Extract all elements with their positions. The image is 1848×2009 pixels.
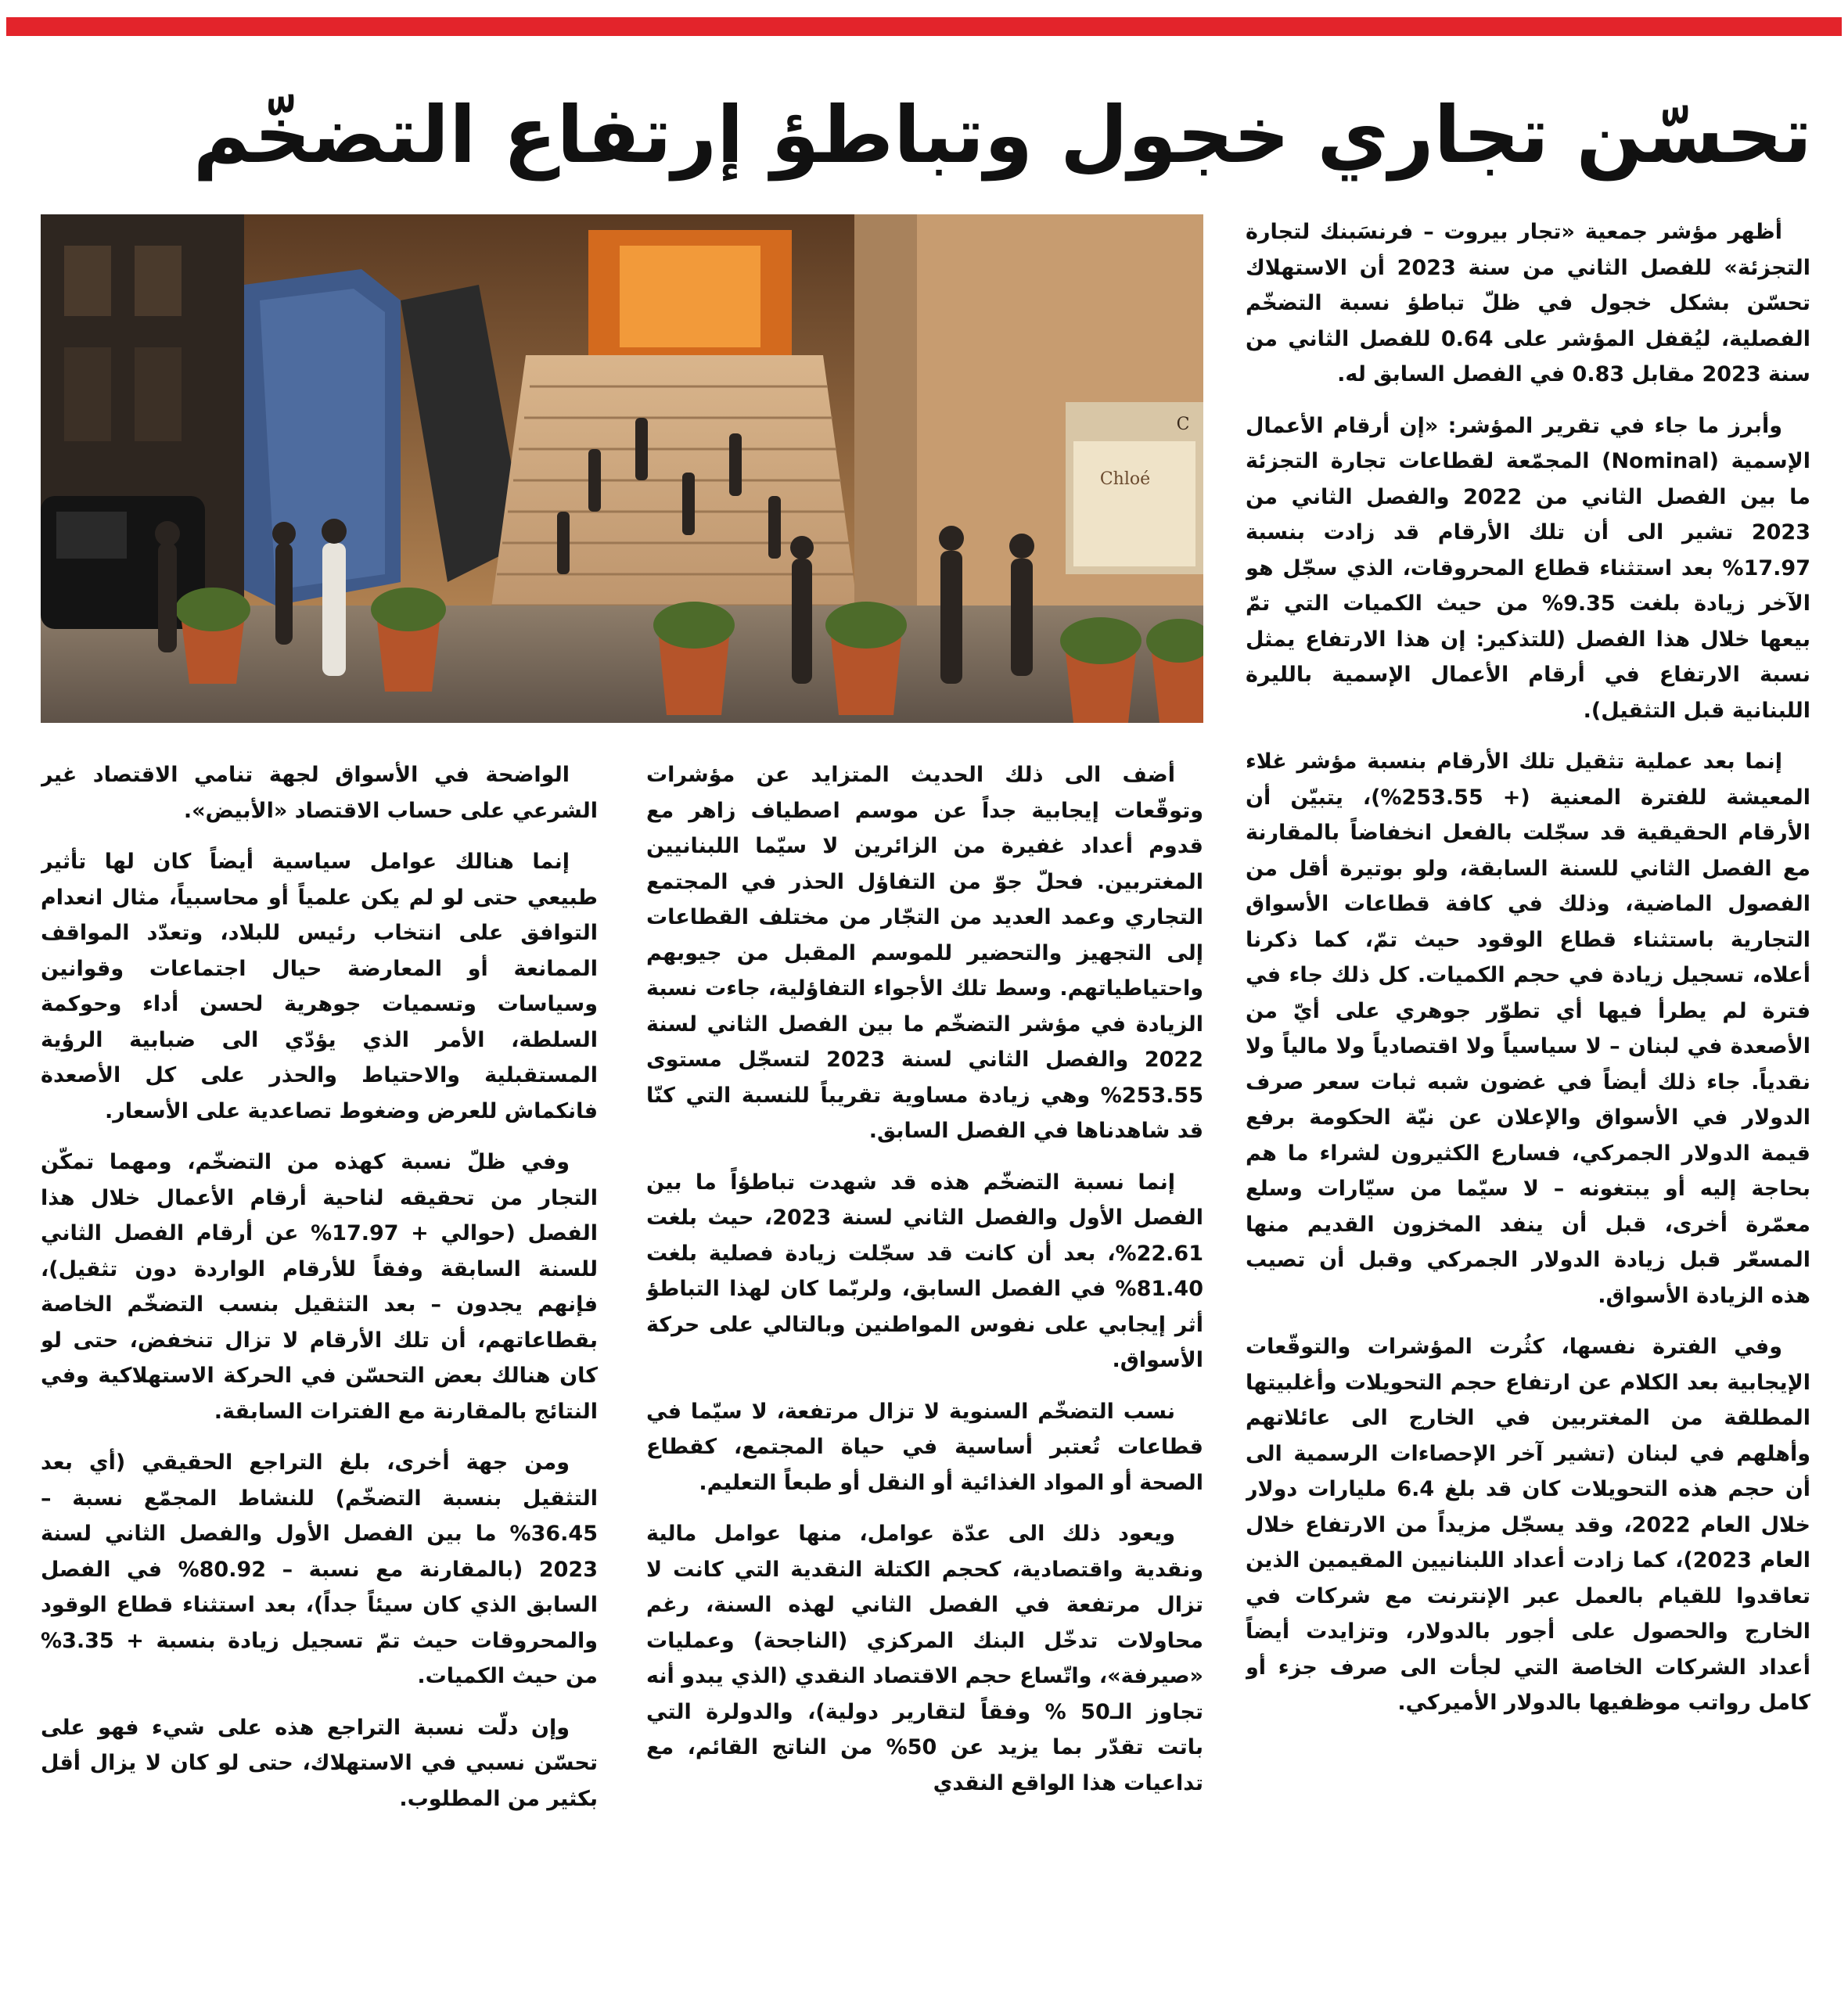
paragraph: وأبرز ما جاء في تقرير المؤشر: «إن أرقام الأعمال الإسمية (Nominal) المجمّعة لقطاعات تجارة التجزئة ما بين الفصل الثاني من 2022 والفصل الثاني من 2023 تشير الى أن تلك الأرقام قد زادت بنسبة 17.97% بعد استثناء قطاع المحروقات، الذي سجّل هو الآخر زيادة بلغت 9.35% من حيث الكميات التي تمّ بيعها خلال هذا الفصل (للتذكير: إن هذا الارتفاع يمثل نسبة الارتفاع في أرقام الأعمال الإسمية بالليرة اللبنانية قبل التثقيل). (1246, 413, 1810, 723)
accent-bar (6, 17, 1842, 36)
paragraph: الواضحة في الأسواق لجهة تنامي الاقتصاد غير الشرعي على حساب الاقتصاد «الأبيض». (41, 763, 598, 823)
article-photo (41, 214, 1203, 723)
paragraph: إنما نسبة التضخّم هذه قد شهدت تباطؤاً ما بين الفصل الأول والفصل الثاني لسنة 2023، حيث بلغت 22.61%، بعد أن كانت قد سجّلت زيادة فصلية بلغت 81.40% في الفصل السابق، ولربّما كان لهذا التباطؤ أثر إيجابي على نفوس المواطنين وبالتالي على حركة الأسواق. (646, 1170, 1203, 1372)
paragraph: وفي الفترة نفسها، كثُرت المؤشرات والتوقّعات الإيجابية بعد الكلام عن ارتفاع حجم التحويلات وأغلبيتها المطلقة من المغتربين في الخارج الى عائلاتهم وأهلهم في لبنان (تشير آخر الإحصاءات الرسمية الى أن حجم هذه التحويلات كان قد بلغ 6.4 مليارات دولار خلال العام 2022، وقد يسجّل مزيداً من الارتفاع خلال العام 2023)، كما زادت أعداد اللبنانيين المقيمين الذين تعاقدوا للقيام بالعمل عبر الإنترنت مع شركات في الخارج والحصول على أجور بالدولار، وتزايدت أيضاً أعداد الشركات الخاصة التي لجأت الى صرف جزء أو كامل رواتب موظفيها بالدولار الأميركي. (1246, 1335, 1810, 1715)
paragraph: إنما هنالك عوامل سياسية أيضاً كان لها تأثير طبيعي حتى لو لم يكن علمياً أو محاسبياً، مثال انعدام التوافق على انتخاب رئيس للبلاد، وتعدّد المواقف الممانعة أو المعارضة حيال اجتماعات وقوانين وسياسات وتسميات جوهرية لحسن أداء وحوكمة السلطة، الأمر الذي يؤدّي الى ضبابية الرؤية المستقبلية والاحتياط والحذر على كل الأصعدة فانكماش للعرض وضغوط تصاعدية على الأسعار. (41, 850, 598, 1123)
paragraph: أظهر مؤشر جمعية «تجار بيروت – فرنسَبنك لتجارة التجزئة» للفصل الثاني من سنة 2023 أن الاستهلاك تحسّن بشكل خجول في ظلّ تباطؤ نسبة التضخّم الفصلية، ليُقفل المؤشر على 0.64 للفصل الثاني من سنة 2023 مقابل 0.83 في الفصل السابق له. (1246, 220, 1810, 386)
article-column-right (1246, 214, 1810, 1982)
paragraph: نسب التضخّم السنوية لا تزال مرتفعة، لا سيّما في قطاعات تُعتبر أساسية في حياة المجتمع، كقطاع الصحة أو المواد الغذائية أو النقل أو طبعاً التعليم. (646, 1399, 1203, 1495)
paragraph: ويعود ذلك الى عدّة عوامل، منها عوامل مالية ونقدية واقتصادية، كحجم الكتلة النقدية التي كانت لا تزال مرتفعة في الفصل الثاني لهذه السنة، رغم محاولات تدخّل البنك المركزي (الناجحة) وعمليات «صيرفة»، واتّساع حجم الاقتصاد النقدي (الذي يبدو أنه تجاوز الـ50 % وفقاً لتقارير دولية)، والدولرة التي باتت تقدّر بما يزيد عن 50% من الناتج القائم، مع تداعيات هذا الواقع النقدي (646, 1522, 1203, 1795)
article-headline: تحسّن تجاري خجول وتباطؤ إرتفاع التضخّم (192, 89, 1812, 181)
paragraph: أضف الى ذلك الحديث المتزايد عن مؤشرات وتوقّعات إيجابية جداً عن موسم اصطياف زاهر مع قدوم أعداد غفيرة من الزائرين لا سيّما اللبنانيين المغتربين. فحلّ جوّ من التفاؤل الحذر في المجتمع التجاري وعمد العديد من التجّار من مختلف القطاعات إلى التجهيز والتحضير للموسم المقبل من جيوبهم واحتياطياتهم. وسط تلك الأجواء التفاؤلية، جاءت نسبة الزيادة في مؤشر التضخّم ما بين الفصل الثاني لسنة 2022 والفصل الثاني لسنة 2023 لتسجّل مستوى 253.55% وهي زيادة مساوية تقريباً للنسبة التي كنّا قد شاهدناها في الفصل السابق. (646, 763, 1203, 1143)
paragraph: وفي ظلّ نسبة كهذه من التضخّم، ومهما تمكّن التجار من تحقيقه لناحية أرقام الأعمال خلال هذا الفصل (حوالي + 17.97% عن أرقام الفصل الثاني للسنة السابقة وفقاً للأرقام الواردة دون تثقيل)، فإنهم يجدون – بعد التثقيل بنسب التضخّم الخاصة بقطاعاتهم، أن تلك الأرقام لا تزال تنخفض، حتى لو كان هنالك بعض التحسّن في الحركة الاستهلاكية وفي النتائج بالمقارنة مع الفترات السابقة. (41, 1150, 598, 1424)
article-column-left (41, 757, 598, 1986)
store-sign-chloe: Chloé (1099, 469, 1151, 489)
paragraph: وإن دلّت نسبة التراجع هذه على شيء فهو على تحسّن نسبي في الاستهلاك، حتى لو كان لا يزال أقل بكثير من المطلوب. (41, 1715, 598, 1811)
paragraph: ومن جهة أخرى، بلغ التراجع الحقيقي (أي بعد التثقيل بنسبة التضخّم) للنشاط المجمّع نسبة – 36.45% ما بين الفصل الأول والفصل الثاني لسنة 2023 (بالمقارنة مع نسبة – 80.92% في الفصل السابق الذي كان سيئاً جداً)، بعد استثناء قطاع الوقود والمحروقات حيث تمّ تسجيل زيادة بنسبة + 3.35% من حيث الكميات. (41, 1450, 598, 1688)
paragraph: إنما بعد عملية تثقيل تلك الأرقام بنسبة مؤشر غلاء المعيشة للفترة المعنية (+ 253.55%)، يتبيّن أن الأرقام الحقيقية قد سجّلت بالفعل انخفاضاً بالمقارنة مع الفصل الثاني للسنة السابقة، ولو بوتيرة أقل من الفصول الماضية، وذلك في كافة قطاعات الأسواق التجارية باستثناء قطاع الوقود حيث تمّ، كما ذكرنا أعلاه، تسجيل زيادة في حجم الكميات. كل ذلك جاء في فترة لم يطرأ فيها أي تطوّر جوهري على أيّ من الأصعدة في لبنان – لا سياسياً ولا اقتصادياً ولا مالياً ولا نقدياً. جاء ذلك أيضاً في غضون شبه ثبات سعر صرف الدولار في الأسواق والإعلان عن نيّة الحكومة برفع قيمة الدولار الجمركي، فسارع الكثيرون لشراء ما هم بحاجة إليه أو يبتغونه – لا سيّما من سيّارات وسلع معمّرة أخرى، قبل أن ينفد المخزون القديم منها المسعّر قبل زيادة الدولار الجمركي وقبل أن تصيب هذه الزيادة الأسواق. (1246, 749, 1810, 1308)
article-column-middle (646, 757, 1203, 1986)
photo-illustration (41, 214, 1203, 723)
store-sign-c: C (1176, 415, 1190, 434)
